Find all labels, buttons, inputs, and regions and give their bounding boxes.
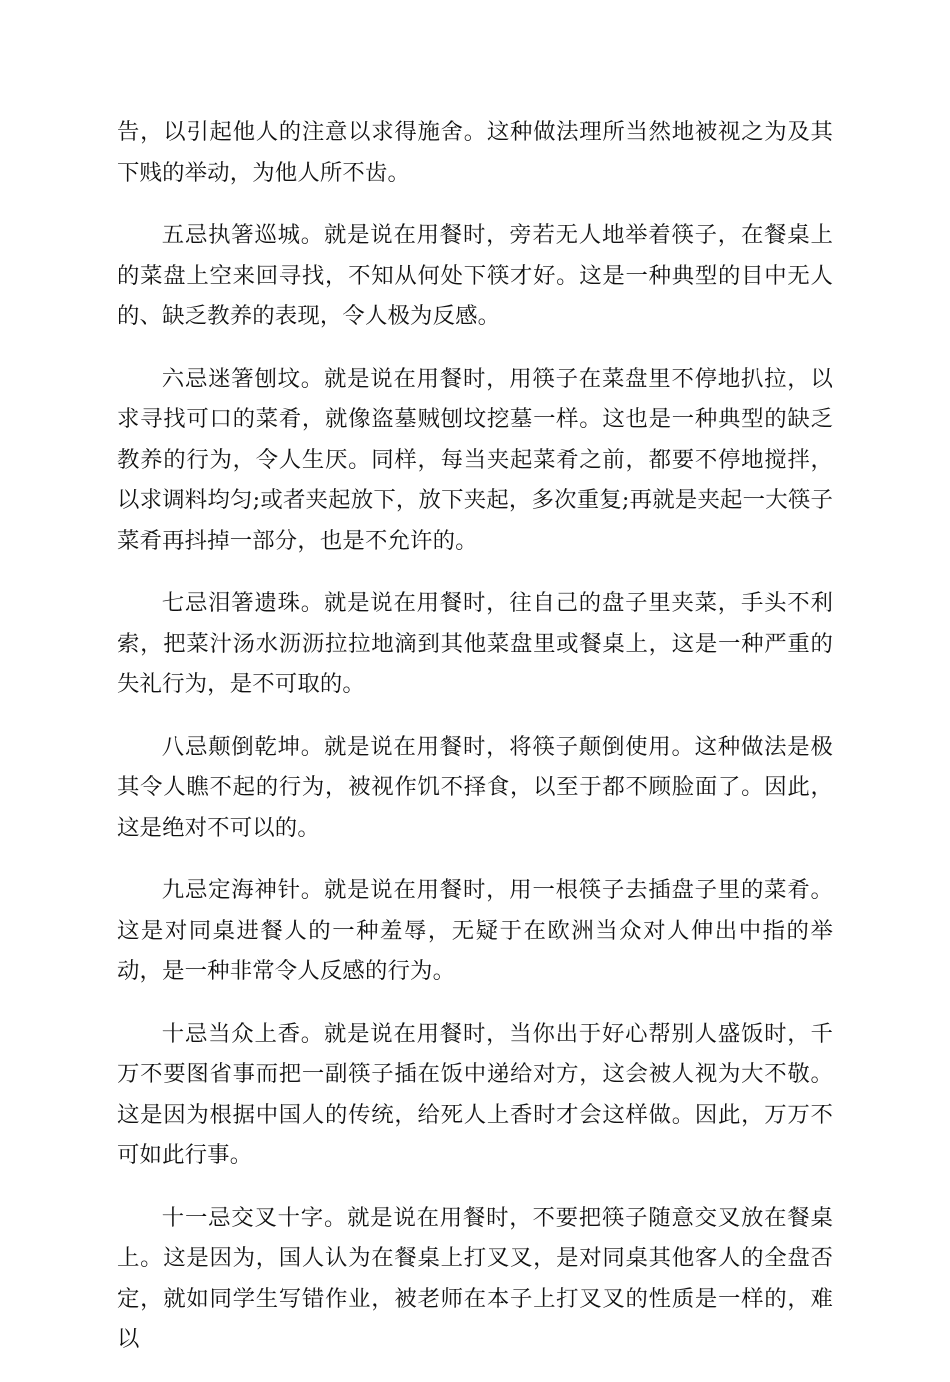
paragraph-rule-6: 六忌迷箸刨坟。就是说在用餐时，用筷子在菜盘里不停地扒拉，以求寻找可口的菜肴，就像盗墓贼刨坟挖墓一样。这也是一种典型的缺乏教养的行为，令人生厌。同样，每当夹起菜肴之前，都要不停地搅拌，以求调料均匀;或者夹起放下，放下夹起，多次重复;再就是夹起一大筷子菜肴再抖掉一部分，也是不允许的。	[117, 365, 833, 554]
paragraph-rule-8: 八忌颠倒乾坤。就是说在用餐时，将筷子颠倒使用。这种做法是极其令人瞧不起的行为，被视作饥不择食，以至于都不顾脸面了。因此，这是绝对不可以的。	[117, 733, 833, 841]
paragraph-rule-5: 五忌执箸巡城。就是说在用餐时，旁若无人地举着筷子，在餐桌上的菜盘上空来回寻找，不知从何处下筷才好。这是一种典型的目中无人的、缺乏教养的表现，令人极为反感。	[117, 222, 833, 329]
paragraph-rule-7: 七忌泪箸遗珠。就是说在用餐时，往自己的盘子里夹菜，手头不利索，把菜汁汤水沥沥拉拉地滴到其他菜盘里或餐桌上，这是一种严重的失礼行为，是不可取的。	[117, 590, 833, 697]
paragraph-rule-9: 九忌定海神针。就是说在用餐时，用一根筷子去插盘子里的菜肴。这是对同桌进餐人的一种羞辱，无疑于在欧洲当众对人伸出中指的举动，是一种非常令人反感的行为。	[117, 877, 833, 984]
document-page	[117, 112, 833, 1382]
paragraph-continued: 告，以引起他人的注意以求得施舍。这种做法理所当然地被视之为及其下贱的举动，为他人所不齿。	[117, 119, 833, 186]
paragraph-rule-11: 十一忌交叉十字。就是说在用餐时，不要把筷子随意交叉放在餐桌上。这是因为，国人认为在餐桌上打叉叉，是对同桌其他客人的全盘否定，就如同学生写错作业，被老师在本子上打叉叉的性质是一样的，难以	[117, 1204, 833, 1352]
paragraph-rule-10: 十忌当众上香。就是说在用餐时，当你出于好心帮别人盛饭时，千万不要图省事而把一副筷子插在饭中递给对方，这会被人视为大不敬。这是因为根据中国人的传统，给死人上香时才会这样做。因此，万万不可如此行事。	[117, 1020, 833, 1168]
